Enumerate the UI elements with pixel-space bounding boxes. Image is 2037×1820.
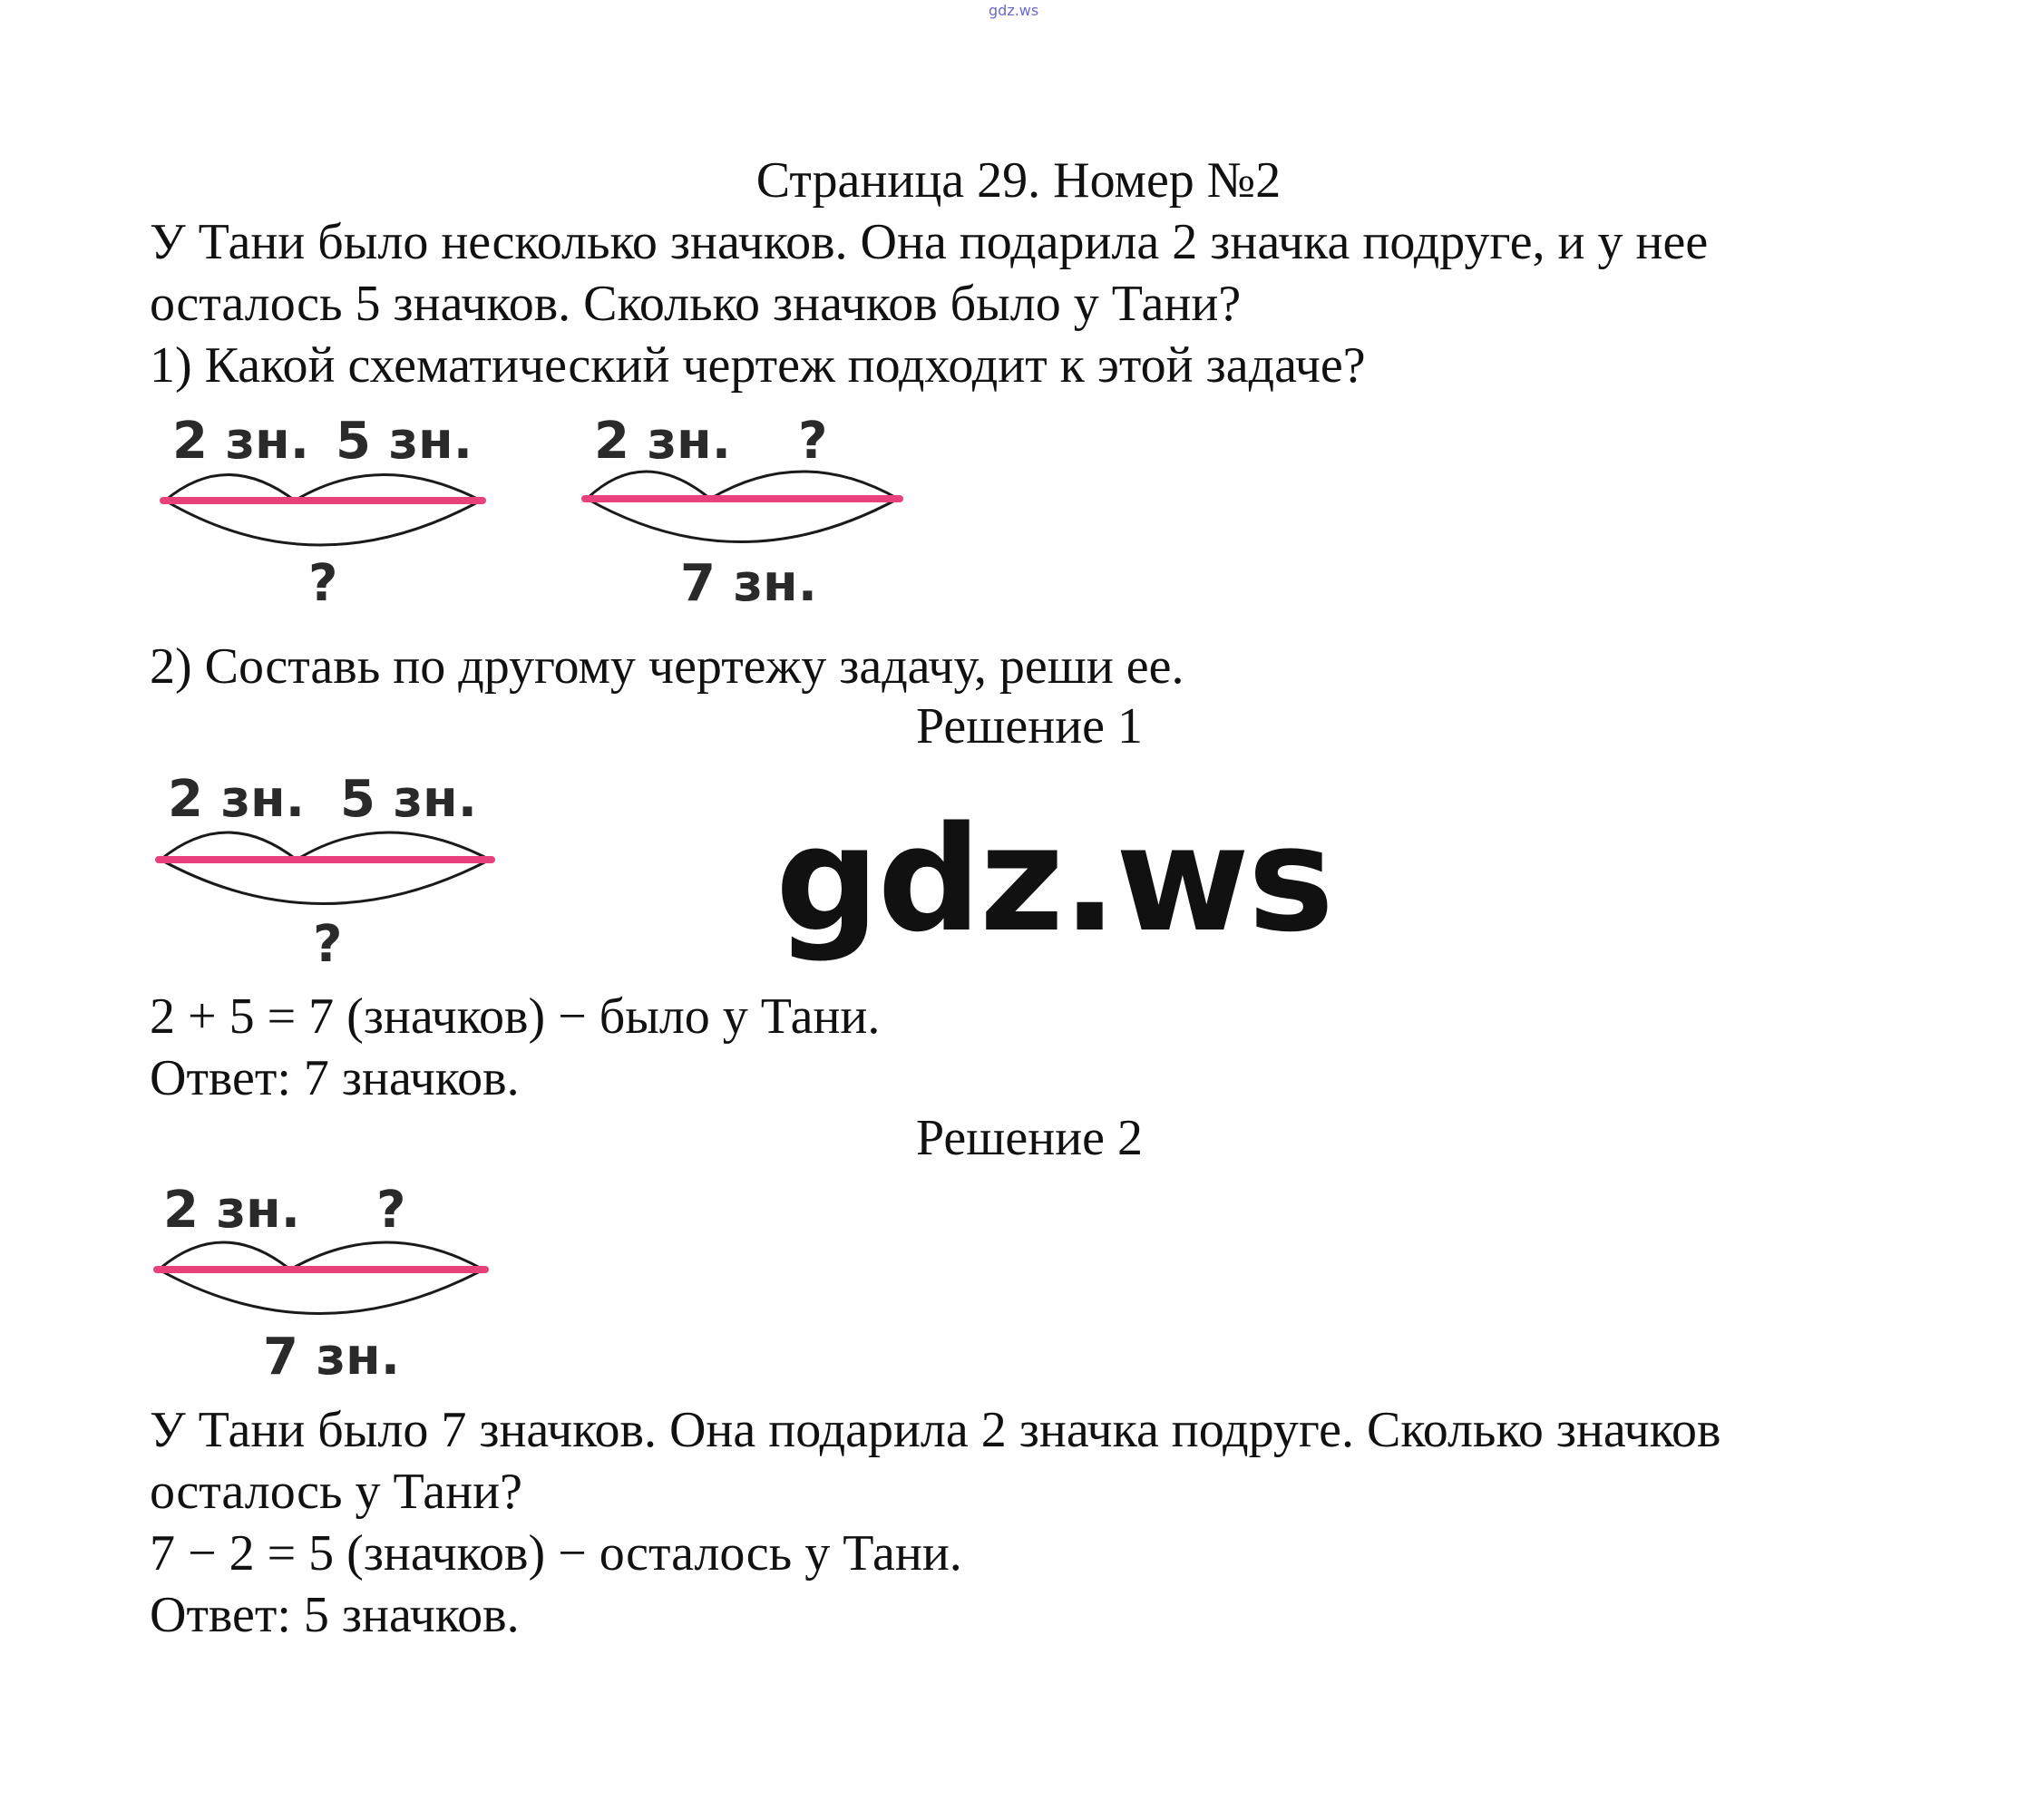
solution-1-heading: Решение 1 xyxy=(916,698,1144,754)
solution-2-equation: 7 − 2 = 5 (значков) − осталось у Тани. xyxy=(150,1525,962,1582)
solution-2-arc-left xyxy=(159,1242,290,1270)
diagram-a xyxy=(154,399,499,617)
solution-2-total-label: 7 зн. xyxy=(263,1328,400,1387)
diagram-a-total-label: ? xyxy=(308,554,338,613)
watermark-center: gdz.ws xyxy=(775,794,1333,964)
solution-2-left-label: 2 зн. xyxy=(163,1181,300,1240)
solution-2-text-line-2: осталось у Тани? xyxy=(150,1464,522,1520)
diagram-b-right-label: ? xyxy=(798,412,828,471)
solution-2-answer: Ответ: 5 значков. xyxy=(150,1587,520,1643)
question-1: 1) Какой схематический чертеж подходит к этой задаче? xyxy=(150,337,1366,394)
solution-1-equation: 2 + 5 = 7 (значков) − было у Тани. xyxy=(150,988,881,1045)
diagram-b-arc-total xyxy=(587,499,898,542)
solution-1-arc-total xyxy=(161,860,490,904)
solution-2-diagram xyxy=(150,1165,503,1387)
diagram-a-arc-right xyxy=(295,475,481,501)
diagram-a-arc-total xyxy=(165,501,481,545)
diagram-b-total-label: 7 зн. xyxy=(680,554,817,613)
solution-1-diagram xyxy=(150,753,503,975)
solution-1-left-label: 2 зн. xyxy=(168,770,305,829)
solution-2-arc-right xyxy=(290,1242,483,1270)
solution-1-total-label: ? xyxy=(313,915,343,974)
diagram-b xyxy=(576,399,921,617)
solution-1-answer: Ответ: 7 значков. xyxy=(150,1050,520,1106)
solution-1-right-label: 5 зн. xyxy=(340,770,477,829)
diagram-a-arc-left xyxy=(165,475,295,501)
solution-2-right-label: ? xyxy=(376,1181,406,1240)
solution-1-arc-right xyxy=(297,832,490,860)
solution-1-arc-left xyxy=(161,832,297,860)
page-title: Страница 29. Номер №2 xyxy=(755,152,1282,209)
diagram-a-left-label: 2 зн. xyxy=(172,412,309,471)
solution-2-arc-total xyxy=(159,1270,483,1314)
diagram-b-arc-left xyxy=(587,472,710,499)
diagram-b-arc-right xyxy=(710,472,898,499)
problem-line-2: осталось 5 значков. Сколько значков было у Тани? xyxy=(150,276,1242,332)
watermark-top: gdz.ws xyxy=(989,2,1039,19)
diagram-a-right-label: 5 зн. xyxy=(336,412,473,471)
solution-2-text-line-1: У Тани было 7 значков. Она подарила 2 значка подруге. Сколько значков xyxy=(150,1402,1721,1458)
question-2: 2) Составь по другому чертежу задачу, реши ее. xyxy=(150,638,1184,695)
problem-line-1: У Тани было несколько значков. Она подарила 2 значка подруге, и у нее xyxy=(150,214,1709,270)
diagram-b-left-label: 2 зн. xyxy=(594,412,731,471)
solution-2-heading: Решение 2 xyxy=(916,1110,1144,1166)
